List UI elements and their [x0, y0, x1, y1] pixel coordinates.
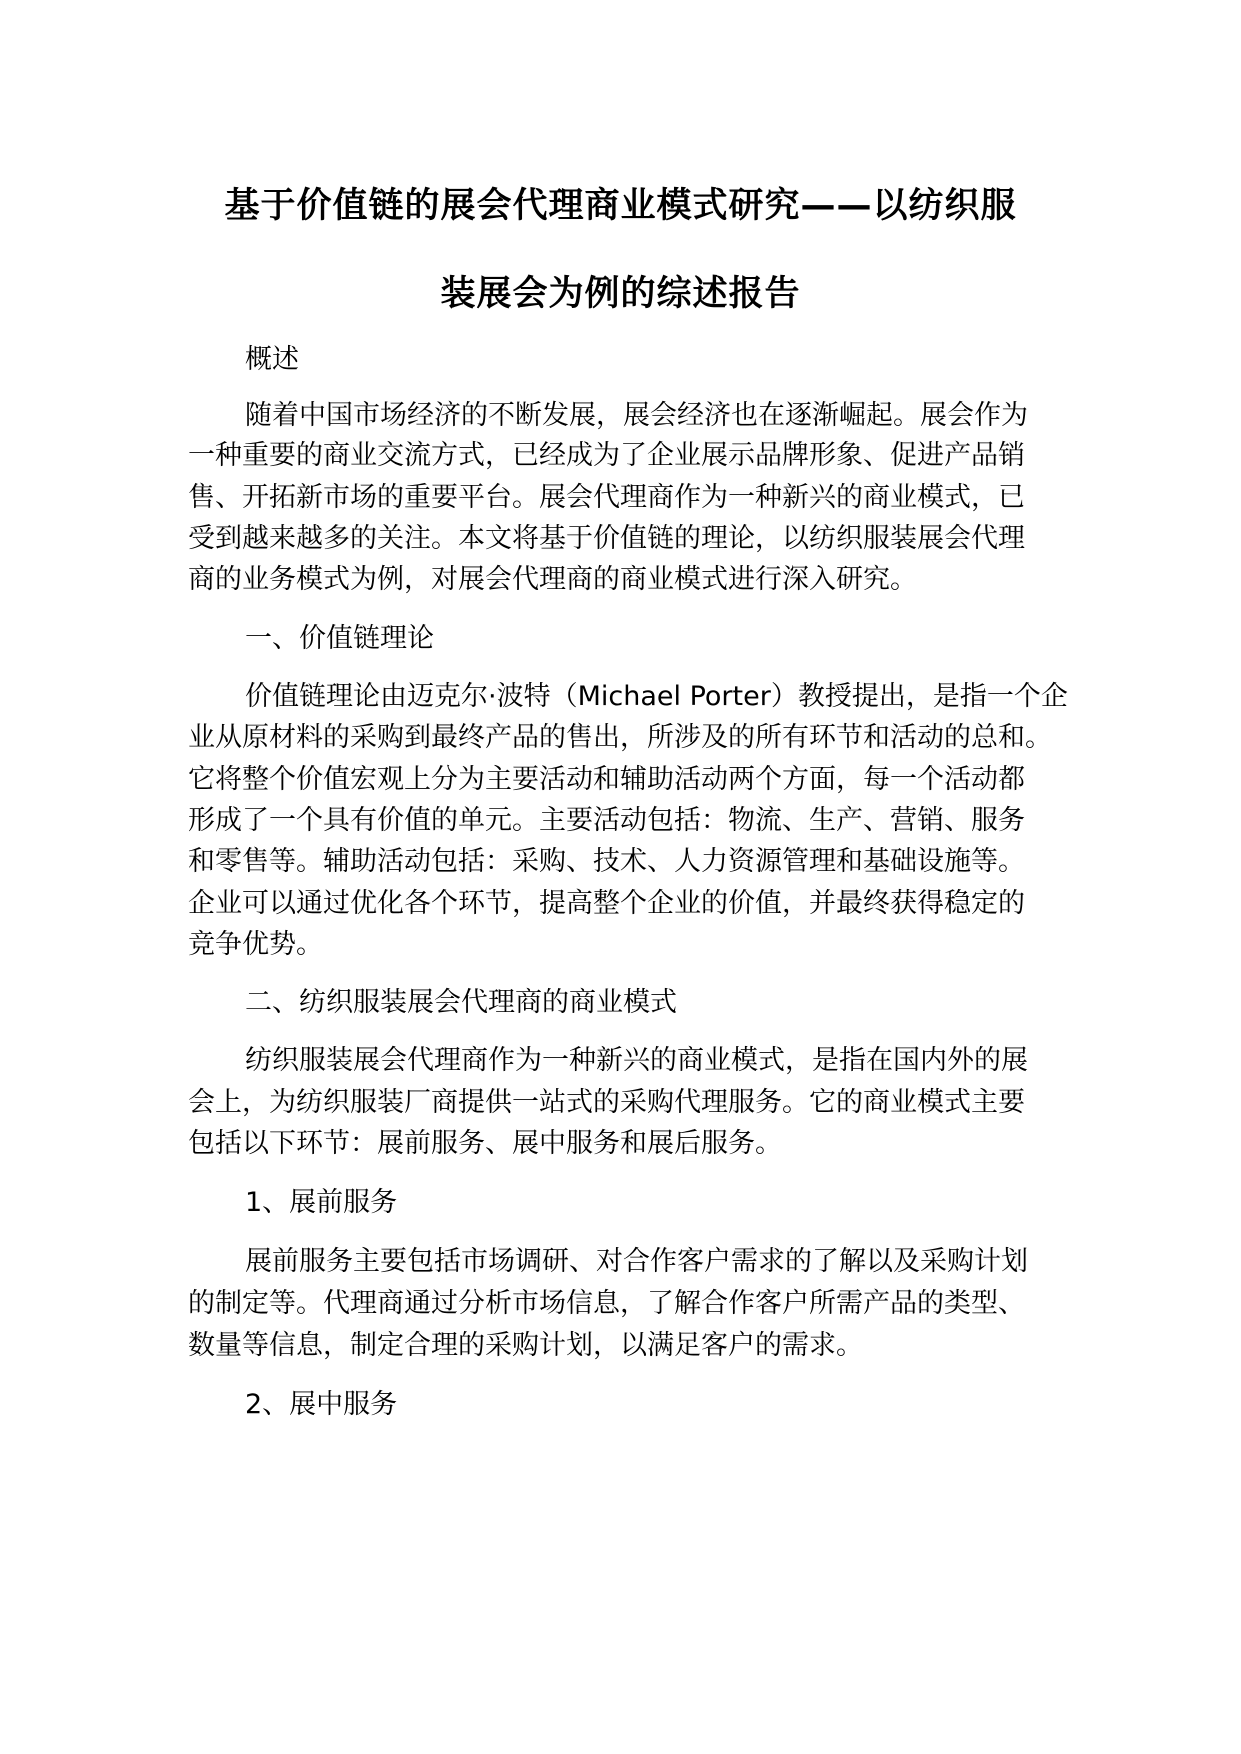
- overview-line: 售、开拓新市场的重要平台。展会代理商作为一种新兴的商业模式，已: [188, 482, 1025, 513]
- overview-line: 受到越来越多的关注。本文将基于价值链的理论，以纺织服装展会代理: [188, 523, 1025, 554]
- section2-line: 会上，为纺织服装厂商提供一站式的采购代理服务。它的商业模式主要: [188, 1087, 1025, 1118]
- heading-section-2: 二、纺织服装展会代理商的商业模式: [245, 987, 677, 1018]
- subsection1-line: 的制定等。代理商通过分析市场信息，了解合作客户所需产品的类型、: [188, 1288, 1025, 1319]
- overview-line: 随着中国市场经济的不断发展，展会经济也在逐渐崛起。展会作为: [245, 400, 1028, 431]
- overview-line: 商的业务模式为例，对展会代理商的商业模式进行深入研究。: [188, 564, 917, 595]
- section1-line: 价值链理论由迈克尔·波特（Michael Porter）教授提出，是指一个企: [245, 681, 1068, 712]
- heading-section-1: 一、价值链理论: [245, 623, 434, 654]
- subsection1-line: 展前服务主要包括市场调研、对合作客户需求的了解以及采购计划: [245, 1246, 1028, 1277]
- section1-line: 企业可以通过优化各个环节，提高整个企业的价值，并最终获得稳定的: [188, 888, 1025, 919]
- document-title-line-2: 装展会为例的综述报告: [440, 274, 801, 314]
- subsection1-line: 数量等信息，制定合理的采购计划，以满足客户的需求。: [188, 1330, 863, 1361]
- heading-subsection-1: 1、展前服务: [245, 1187, 398, 1218]
- section2-line: 包括以下环节：展前服务、展中服务和展后服务。: [188, 1128, 782, 1159]
- section2-line: 纺织服装展会代理商作为一种新兴的商业模式，是指在国内外的展: [245, 1045, 1028, 1076]
- section1-line: 业从原材料的采购到最终产品的售出，所涉及的所有环节和活动的总和。: [188, 722, 1052, 753]
- heading-subsection-2: 2、展中服务: [245, 1389, 398, 1420]
- section1-line: 和零售等。辅助活动包括：采购、技术、人力资源管理和基础设施等。: [188, 846, 1025, 877]
- section1-line: 形成了一个具有价值的单元。主要活动包括：物流、生产、营销、服务: [188, 805, 1025, 836]
- section1-line: 竞争优势。: [188, 929, 323, 960]
- section1-line: 它将整个价值宏观上分为主要活动和辅助活动两个方面，每一个活动都: [188, 764, 1025, 795]
- document-title-line-1: 基于价值链的展会代理商业模式研究——以纺织服: [224, 186, 1017, 226]
- overview-line: 一种重要的商业交流方式，已经成为了企业展示品牌形象、促进产品销: [188, 440, 1025, 471]
- heading-overview: 概述: [245, 344, 299, 375]
